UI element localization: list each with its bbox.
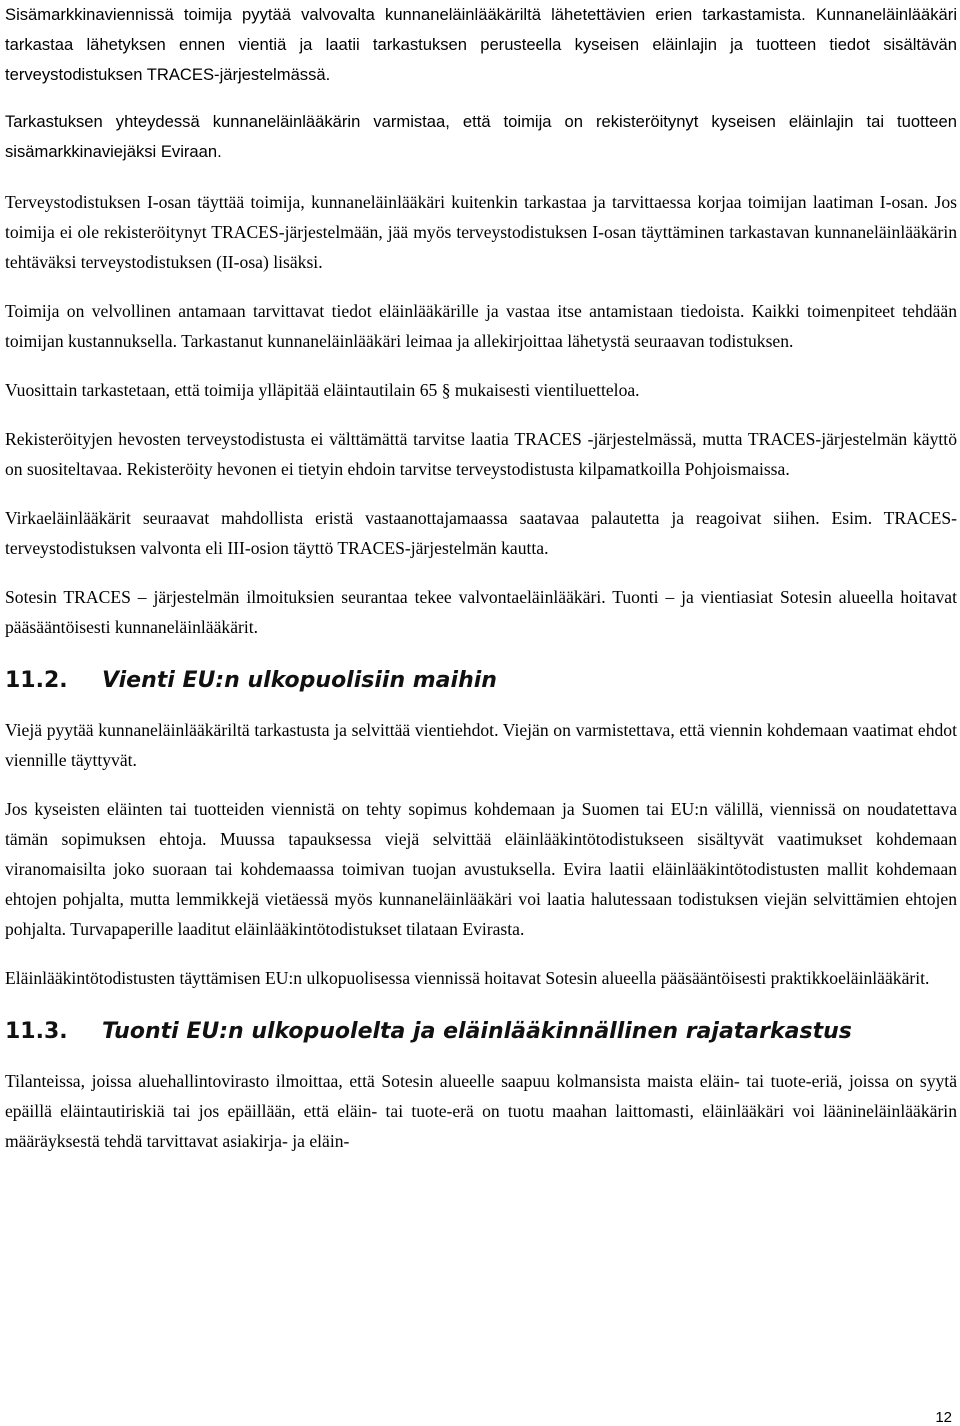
section-title: Vienti EU:n ulkopuolisiin maihin (102, 668, 497, 693)
section-heading (5, 668, 957, 693)
section-number: 11.3. (5, 1019, 68, 1044)
paragraph: Virkaeläinlääkärit seuraavat mahdollista eristä vastaanottajamaassa saatavaa palautetta ja reagoivat siihen. Esim. TRACES-terveystodistuksen valvonta eli III-osion täyttö TRACES-järjestelmän kautta. (5, 508, 957, 558)
paragraph: Jos kyseisten eläinten tai tuotteiden viennistä on tehty sopimus kohdemaan ja Suomen tai EU:n välillä, viennissä on noudatettava tämän sopimuksen ehtoja. Muussa tapauksessa viejä selvittää eläinlääkintötodistukseen sisältyvät vaatimukset kohdemaan viranomaisilta joko suoraan tai kohdemaassa toimivan tuojan avustuksella. Evira laatii eläinlääkintötodistusten mallit kohdemaan ehtojen pohjalta, mutta lemmikkejä vietäessä myös kunnaneläinlääkäri voi laatia halutessaan todistuksen viejän selvittämien ehtojen pohjalta. Turvapaperille laaditut eläinlääkintötodistukset tilataan Evirasta. (5, 799, 957, 939)
paragraph: Terveystodistuksen I-osan täyttää toimija, kunnaneläinlääkäri kuitenkin tarkastaa ja tarvittaessa korjaa toimijan laatiman I-osan. Jos toimija ei ole rekisteröitynyt TRACES-järjestelmään, jää myös terveystodistuksen I-osan täyttäminen tarkastavan kunnaneläinlääkärin tehtäväksi terveystodistuksen (II-osa) lisäksi. (5, 192, 957, 272)
section-title: Tuonti EU:n ulkopuolelta ja eläinlääkinnällinen rajatarkastus (102, 1019, 852, 1044)
paragraph: Sisämarkkinaviennissä toimija pyytää valvovalta kunnaneläinlääkäriltä lähetettävien erien tarkastamista. Kunnaneläinlääkäri tarkastaa lähetyksen ennen vientiä ja laatii tarkastuksen perusteella kyseisen eläinlajin ja tuotteen tiedot sisältävän terveystodistuksen TRACES-järjestelmässä. (5, 5, 957, 84)
section-heading (5, 1019, 957, 1044)
paragraph: Viejä pyytää kunnaneläinlääkäriltä tarkastusta ja selvittää vientiehdot. Viejän on varmistettava, että viennin kohdemaan vaatimat ehdot viennille täyttyvät. (5, 720, 957, 770)
paragraph: Sotesin TRACES – järjestelmän ilmoituksien seurantaa tekee valvontaeläinlääkäri. Tuonti – ja vientiasiat Sotesin alueella hoitavat pääsääntöisesti kunnaneläinlääkärit. (5, 587, 957, 637)
paragraph: Toimija on velvollinen antamaan tarvittavat tiedot eläinlääkärille ja vastaa itse antamistaan tiedoista. Kaikki toimenpiteet tehdään toimijan kustannuksella. Tarkastanut kunnaneläinlääkäri leimaa ja allekirjoittaa lähetystä seuraavan todistuksen. (5, 301, 957, 351)
page-number: 12 (935, 1409, 952, 1426)
paragraph: Rekisteröityjen hevosten terveystodistusta ei välttämättä tarvitse laatia TRACES -järjestelmässä, mutta TRACES-järjestelmän käyttö on suositeltavaa. Rekisteröity hevonen ei tietyin ehdoin tarvitse terveystodistusta kilpamatkoilla Pohjoismaissa. (5, 429, 957, 479)
paragraph: Tarkastuksen yhteydessä kunnaneläinlääkärin varmistaa, että toimija on rekisteröitynyt kyseisen eläinlajin tai tuotteen sisämarkkinaviejäksi Eviraan. (5, 112, 957, 161)
section-number: 11.2. (5, 668, 68, 693)
paragraph: Tilanteissa, joissa aluehallintovirasto ilmoittaa, että Sotesin alueelle saapuu kolmansista maista eläin- tai tuote-eriä, joissa on syytä epäillä eläintautiriskiä tai jos epäillään, että eläin- tai tuote-erä on tuotu maahan laittomasti, eläinlääkäri voi läänineläinlääkärin määräyksestä tehdä tarvittavat asiakirja- ja eläin- (5, 1071, 957, 1151)
paragraph: Vuosittain tarkastetaan, että toimija ylläpitää eläintautilain 65 § mukaisesti vientiluetteloa. (5, 380, 640, 400)
paragraph: Eläinlääkintötodistusten täyttämisen EU:n ulkopuolisessa viennissä hoitavat Sotesin alueella pääsääntöisesti praktikkoeläinlääkärit. (5, 968, 930, 988)
document-page (5, 0, 957, 1156)
